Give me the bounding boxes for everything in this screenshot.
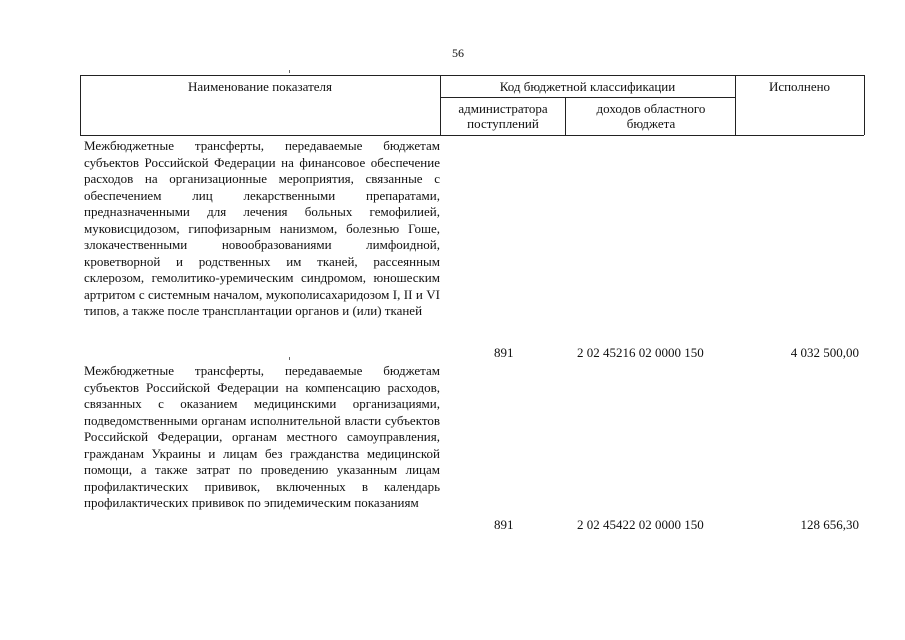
row-administrator-code: 891 <box>494 345 514 360</box>
header-subdivider <box>440 97 735 98</box>
header-top-border <box>80 75 864 76</box>
row-description: Межбюджетные трансферты, передаваемые бюджетам субъектов Российской Федерации на компенсацию расходов, связанных с оказанием медицинскими организациями, подведомственными органам исполнительной власти субъектов Российской Федерации, органам местного самоуправления, гражданам Украины и лицам без гражданства медицинской помощи, а также затрат по проведению указанным лицам профилактических прививок, включенных в календарь профилактических прививок по эпидемическим показаниям <box>84 363 440 510</box>
row-revenue-code: 2 02 45422 02 0000 150 <box>577 517 704 532</box>
header-divider-2 <box>565 97 566 135</box>
row-amount: 4 032 500,00 <box>790 345 859 360</box>
header-bottom-border <box>80 135 864 136</box>
row-amount: 128 656,30 <box>800 517 859 532</box>
scan-speck <box>289 357 290 360</box>
row-revenue-code: 2 02 45216 02 0000 150 <box>577 345 704 360</box>
header-right-border <box>864 75 865 135</box>
scan-speck <box>289 70 290 73</box>
header-administrator: администратора поступлений <box>458 101 548 131</box>
header-executed: Исполнено <box>768 79 831 94</box>
row-administrator-code: 891 <box>494 517 514 532</box>
header-regional-revenue: доходов областного бюджета <box>596 101 706 131</box>
row-description: Межбюджетные трансферты, передаваемые бюджетам субъектов Российской Федерации на финансовое обеспечение расходов на организационные мероприятия, связанные с обеспечением лиц лекарственными препаратами, предназначенными для лечения больных гемофилией, муковисцидозом, гипофизарным нанизмом, болезнью Гоше, злокачественными новообразованиями лимфоидной, кроветворной и родственных им тканей, рассеянным склерозом, гемолитико-уремическим синдромом, юношеским артритом с системным началом, мукополисахаридозом I, II и VI типов, а также после трансплантации органов и (или) тканей <box>84 138 440 318</box>
page-number: 56 <box>452 46 464 60</box>
header-budget-code: Код бюджетной классификации <box>499 79 676 94</box>
header-indicator-name: Наименование показателя <box>187 79 333 94</box>
